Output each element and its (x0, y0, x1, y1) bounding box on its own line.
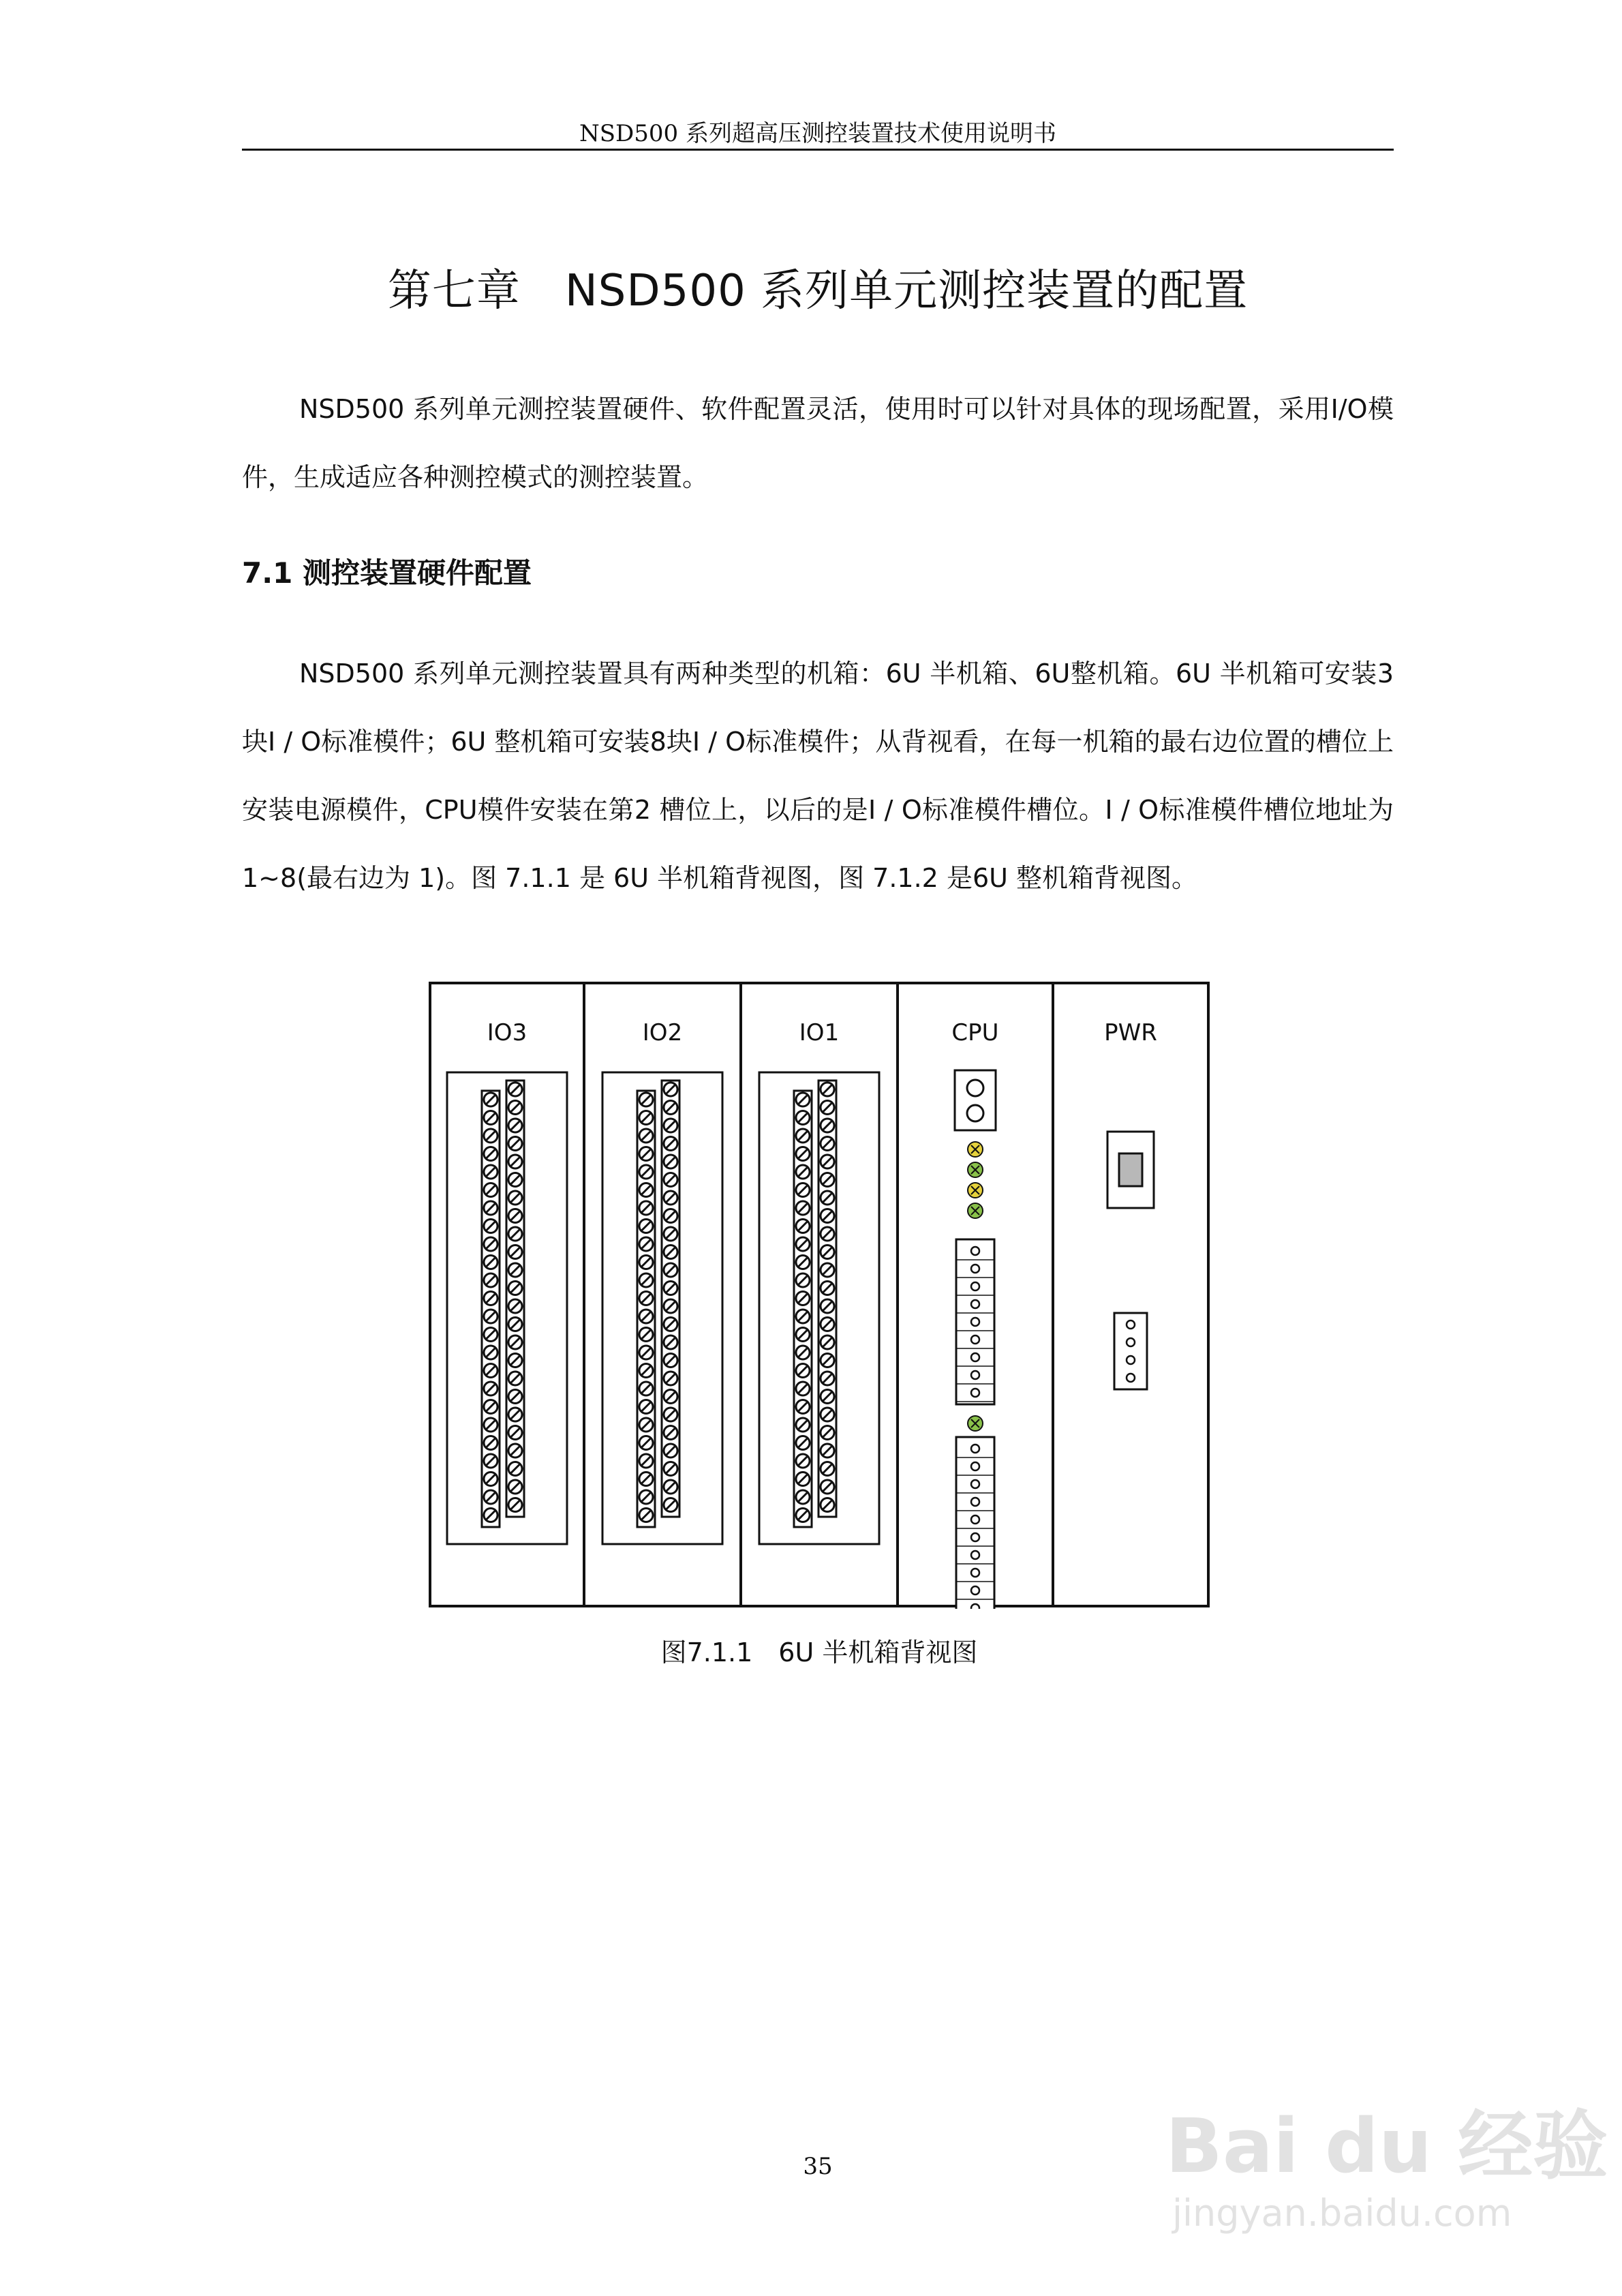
cpu-port-top (967, 1080, 983, 1096)
cpu-connector-lower-pin (971, 1586, 979, 1595)
baidu-jingyan-watermark (1152, 2079, 1608, 2256)
cpu-connector-lower-pin (971, 1551, 979, 1559)
chassis-rear-view-figure (427, 980, 1211, 1609)
cpu-connector-upper-pin (971, 1389, 979, 1397)
body-paragraph (242, 639, 1394, 912)
power-connector-pin (1127, 1320, 1135, 1329)
cpu-connector-upper-pin (971, 1335, 979, 1344)
cpu-connector-lower-pin (971, 1498, 979, 1506)
cpu-connector-lower-pin (971, 1445, 979, 1453)
power-connector-pin (1127, 1356, 1135, 1364)
cpu-connector-lower-pin (971, 1604, 979, 1609)
slot-label-pwr: PWR (1104, 1019, 1157, 1046)
chassis-diagram (427, 980, 1211, 1609)
watermark-brand: Bai du 经验 (1165, 2102, 1608, 2190)
cpu-connector-lower-pin (971, 1569, 979, 1577)
body-paragraph-text: NSD500 系列单元测控装置具有两种类型的机箱：6U 半机箱、6U整机箱。6U 半机箱可安装3块I / O标准模件；6U 整机箱可安装8块I / O标准模件；从背视看，在每一机箱的最右边位置的槽位上安装电源模件，CPU模件安装在第2 槽位上，以后的是I / O标准模件槽位。I / O标准模件槽位地址为 1~8(最右边为 1)。图 7.1.1 是 6U 半机箱背视图，图 7.1.2 是6U 整机箱背视图。 (242, 659, 1394, 893)
running-header: NSD500 系列超高压测控装置技术使用说明书 (579, 120, 1056, 147)
power-connector-pin (1127, 1374, 1135, 1382)
cpu-port-bottom (967, 1105, 983, 1121)
cpu-connector-upper-pin (971, 1282, 979, 1290)
intro-paragraph (242, 375, 1394, 511)
slot-label-io2: IO2 (642, 1019, 683, 1046)
header-rule (242, 149, 1394, 151)
cpu-connector-upper-pin (971, 1265, 979, 1273)
page-number: 35 (803, 2153, 833, 2180)
power-switch (1119, 1153, 1142, 1186)
cpu-connector-upper-pin (971, 1318, 979, 1326)
intro-paragraph-text: NSD500 系列单元测控装置硬件、软件配置灵活，使用时可以针对具体的现场配置，采用I/O模件，生成适应各种测控模式的测控装置。 (242, 394, 1394, 492)
power-connector-pin (1127, 1338, 1135, 1346)
cpu-connector-upper-pin (971, 1300, 979, 1308)
cpu-connector-lower-pin (971, 1480, 979, 1488)
cpu-connector-lower-pin (971, 1533, 979, 1541)
watermark-site: jingyan.baidu.com (1172, 2192, 1512, 2235)
slot-label-io3: IO3 (487, 1019, 527, 1046)
cpu-connector-lower-pin (971, 1515, 979, 1524)
cpu-connector-lower-pin (971, 1462, 979, 1470)
figure-caption: 图7.1.1 6U 半机箱背视图 (660, 1637, 978, 1667)
slot-label-io1: IO1 (799, 1019, 840, 1046)
cpu-connector-upper-pin (971, 1353, 979, 1361)
section-heading: 7.1 测控装置硬件配置 (242, 556, 532, 590)
chapter-title: 第七章 NSD500 系列单元测控装置的配置 (387, 266, 1249, 316)
cpu-connector-upper-pin (971, 1247, 979, 1255)
cpu-connector-upper-pin (971, 1371, 979, 1379)
slot-label-cpu: CPU (951, 1019, 999, 1046)
